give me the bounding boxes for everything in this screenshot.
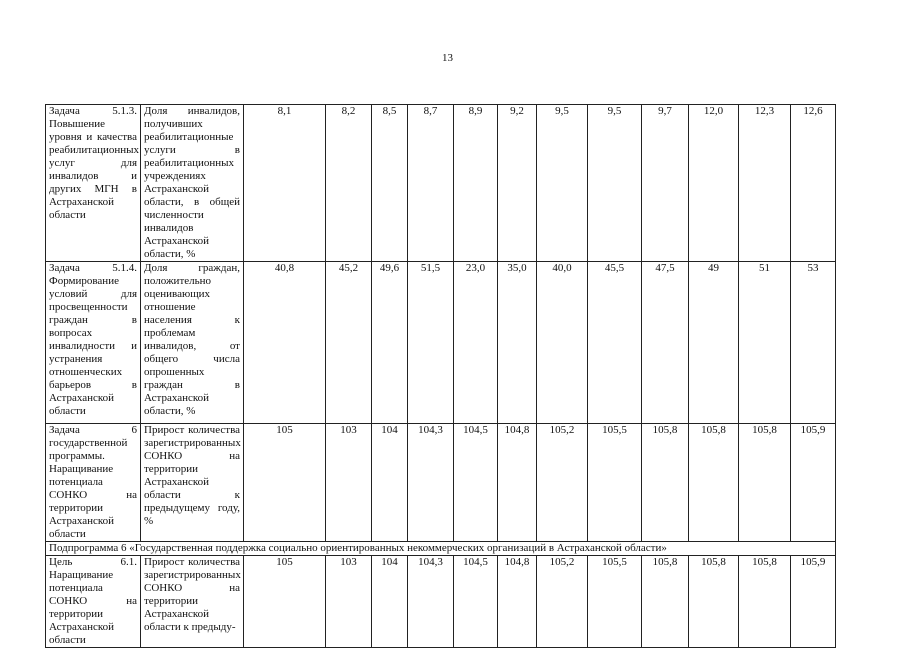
value-cell: 105,8 bbox=[689, 556, 739, 648]
value-cell: 105,9 bbox=[791, 424, 836, 542]
value-cell: 9,7 bbox=[642, 105, 689, 262]
indicator-cell: Прирост количества зарегистрированных СОНКО на территории Астраханской области к предыду- bbox=[141, 556, 244, 648]
value-cell: 103 bbox=[326, 424, 372, 542]
value-cell: 105,8 bbox=[642, 424, 689, 542]
value-cell: 105,5 bbox=[588, 556, 642, 648]
value-cell: 104,8 bbox=[498, 424, 537, 542]
value-cell: 51 bbox=[739, 262, 791, 424]
value-cell: 45,5 bbox=[588, 262, 642, 424]
value-cell: 103 bbox=[326, 556, 372, 648]
value-cell: 47,5 bbox=[642, 262, 689, 424]
value-cell: 105,2 bbox=[537, 556, 588, 648]
task-cell: Цель 6.1. Наращивание потенциала СОНКО на территории Астраханской области bbox=[46, 556, 141, 648]
subprogram-row bbox=[46, 542, 836, 556]
value-cell: 104,5 bbox=[454, 424, 498, 542]
value-cell: 104 bbox=[372, 556, 408, 648]
value-cell: 53 bbox=[791, 262, 836, 424]
value-cell: 104,3 bbox=[408, 556, 454, 648]
table-row bbox=[46, 262, 836, 424]
value-cell: 40,0 bbox=[537, 262, 588, 424]
value-cell: 104,3 bbox=[408, 424, 454, 542]
value-cell: 105,8 bbox=[739, 424, 791, 542]
value-cell: 49 bbox=[689, 262, 739, 424]
task-cell: Задача 5.1.4. Формирование условий для просвещенности граждан в вопросах инвалидности и устранения отношенческих барьеров в Астраханской области bbox=[46, 262, 141, 424]
value-cell: 105,8 bbox=[642, 556, 689, 648]
indicator-cell: Доля граждан, положительно оценивающих отношение населения к проблемам инвалидов, от общего числа опрошенных граждан в Астраханской области, % bbox=[141, 262, 244, 424]
value-cell: 35,0 bbox=[498, 262, 537, 424]
value-cell: 8,1 bbox=[244, 105, 326, 262]
indicator-cell: Прирост количества зарегистрированных СОНКО на территории Астраханской области к предыдущему году, % bbox=[141, 424, 244, 542]
task-cell: Задача 6 государственной программы. Наращивание потенциала СОНКО на территории Астраханской области bbox=[46, 424, 141, 542]
value-cell: 12,6 bbox=[791, 105, 836, 262]
value-cell: 9,2 bbox=[498, 105, 537, 262]
value-cell: 8,9 bbox=[454, 105, 498, 262]
table-row bbox=[46, 424, 836, 542]
value-cell: 9,5 bbox=[588, 105, 642, 262]
value-cell: 8,5 bbox=[372, 105, 408, 262]
indicator-table bbox=[45, 104, 836, 648]
value-cell: 12,0 bbox=[689, 105, 739, 262]
value-cell: 49,6 bbox=[372, 262, 408, 424]
value-cell: 105 bbox=[244, 424, 326, 542]
value-cell: 105,8 bbox=[689, 424, 739, 542]
value-cell: 12,3 bbox=[739, 105, 791, 262]
page-number: 13 bbox=[442, 52, 453, 64]
value-cell: 105,9 bbox=[791, 556, 836, 648]
table-row bbox=[46, 105, 836, 262]
value-cell: 105,5 bbox=[588, 424, 642, 542]
value-cell: 9,5 bbox=[537, 105, 588, 262]
value-cell: 8,7 bbox=[408, 105, 454, 262]
value-cell: 105 bbox=[244, 556, 326, 648]
value-cell: 51,5 bbox=[408, 262, 454, 424]
value-cell: 40,8 bbox=[244, 262, 326, 424]
value-cell: 104,8 bbox=[498, 556, 537, 648]
table-row bbox=[46, 556, 836, 648]
subprogram-title: Подпрограмма 6 «Государственная поддержка социально ориентированных некоммерческих организаций в Астраханской области» bbox=[46, 542, 836, 556]
value-cell: 105,8 bbox=[739, 556, 791, 648]
indicator-cell: Доля инвалидов, получивших реабилитационные услуги в реабилитационных учреждениях Астраханской области, в общей численности инвалидов Астраханской области, % bbox=[141, 105, 244, 262]
value-cell: 105,2 bbox=[537, 424, 588, 542]
value-cell: 104,5 bbox=[454, 556, 498, 648]
value-cell: 104 bbox=[372, 424, 408, 542]
value-cell: 45,2 bbox=[326, 262, 372, 424]
value-cell: 8,2 bbox=[326, 105, 372, 262]
task-cell: Задача 5.1.3. Повышение уровня и качества реабилитационных услуг для инвалидов и других МГН в Астраханской области bbox=[46, 105, 141, 262]
value-cell: 23,0 bbox=[454, 262, 498, 424]
